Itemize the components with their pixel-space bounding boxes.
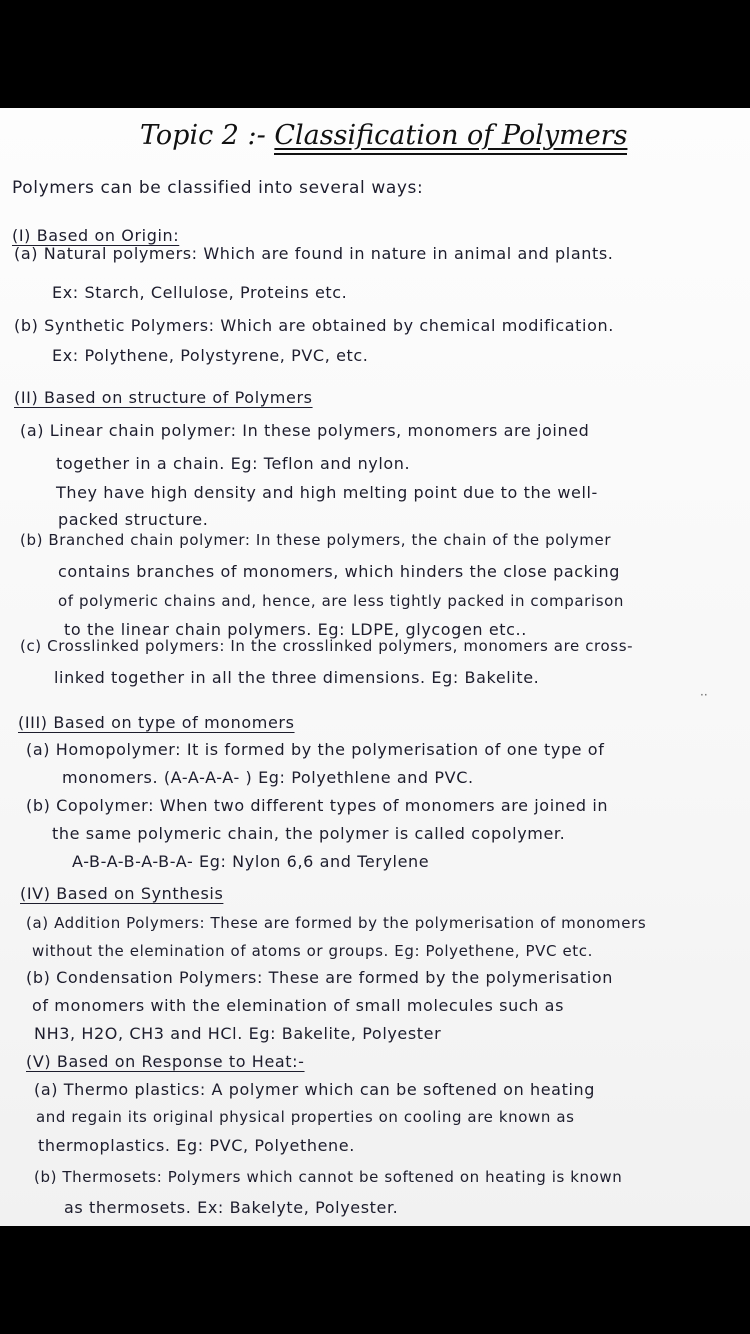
- intro-text: Polymers can be classified into several ways:: [12, 178, 424, 198]
- monomers-line-4: the same polymeric chain, the polymer is called copolymer.: [52, 824, 566, 843]
- origin-line-2: Ex: Starch, Cellulose, Proteins etc.: [52, 283, 348, 302]
- origin-line-3: (b) Synthetic Polymers: Which are obtained by chemical modification.: [14, 316, 614, 335]
- synthesis-line-1: (a) Addition Polymers: These are formed by the polymerisation of monomers: [26, 914, 647, 932]
- top-black-bar: [0, 0, 750, 108]
- section-heading-heat: (V) Based on Response to Heat:-: [26, 1052, 305, 1071]
- heat-line-5: as thermosets. Ex: Bakelyte, Polyester.: [64, 1198, 399, 1217]
- heat-line-3: thermoplastics. Eg: PVC, Polyethene.: [38, 1136, 355, 1155]
- monomers-line-1: (a) Homopolymer: It is formed by the polymerisation of one type of: [26, 740, 605, 759]
- monomers-line-2: monomers. (A-A-A-A- ) Eg: Polyethlene and PVC.: [62, 768, 474, 787]
- structure-line-10: linked together in all the three dimensions. Eg: Bakelite.: [54, 668, 540, 687]
- origin-line-4: Ex: Polythene, Polystyrene, PVC, etc.: [52, 346, 369, 365]
- origin-line-1: (a) Natural polymers: Which are found in nature in animal and plants.: [14, 244, 614, 263]
- structure-line-6: contains branches of monomers, which hinders the close packing: [58, 562, 621, 581]
- synthesis-line-2: without the elemination of atoms or groups. Eg: Polyethene, PVC etc.: [32, 942, 593, 960]
- margin-dots: ··: [700, 688, 708, 702]
- synthesis-line-3: (b) Condensation Polymers: These are formed by the polymerisation: [26, 968, 613, 987]
- monomers-line-5: A-B-A-B-A-B-A- Eg: Nylon 6,6 and Terylene: [72, 852, 430, 871]
- notebook-page: [0, 108, 750, 1226]
- synthesis-line-4: of monomers with the elemination of small molecules such as: [32, 996, 565, 1015]
- section-heading-structure: (II) Based on structure of Polymers: [14, 388, 313, 407]
- section-heading-monomers: (III) Based on type of monomers: [18, 713, 295, 732]
- heat-line-2: and regain its original physical properties on cooling are known as: [36, 1108, 575, 1126]
- structure-line-4: packed structure.: [58, 510, 209, 529]
- monomers-line-3: (b) Copolymer: When two different types of monomers are joined in: [26, 796, 609, 815]
- bottom-black-bar: [0, 1226, 750, 1334]
- structure-line-3: They have high density and high melting point due to the well-: [56, 483, 598, 502]
- section-heading-origin: (I) Based on Origin:: [12, 226, 180, 245]
- structure-line-5: (b) Branched chain polymer: In these polymers, the chain of the polymer: [20, 531, 612, 549]
- title-heading: Classification of Polymers: [274, 120, 627, 155]
- structure-line-7: of polymeric chains and, hence, are less tightly packed in comparison: [58, 592, 625, 610]
- structure-line-1: (a) Linear chain polymer: In these polymers, monomers are joined: [20, 421, 590, 440]
- structure-line-2: together in a chain. Eg: Teflon and nylon.: [56, 454, 411, 473]
- heat-line-4: (b) Thermosets: Polymers which cannot be softened on heating is known: [34, 1168, 623, 1186]
- page-title: [140, 120, 627, 151]
- section-heading-synthesis: (IV) Based on Synthesis: [20, 884, 224, 903]
- topic-label: Topic 2 :-: [140, 120, 266, 151]
- synthesis-line-5: NH3, H2O, CH3 and HCl. Eg: Bakelite, Polyester: [34, 1024, 442, 1043]
- structure-line-9: (c) Crosslinked polymers: In the crosslinked polymers, monomers are cross-: [20, 637, 634, 655]
- heat-line-1: (a) Thermo plastics: A polymer which can be softened on heating: [34, 1080, 595, 1099]
- structure-line-8: to the linear chain polymers. Eg: LDPE, glycogen etc..: [64, 620, 527, 639]
